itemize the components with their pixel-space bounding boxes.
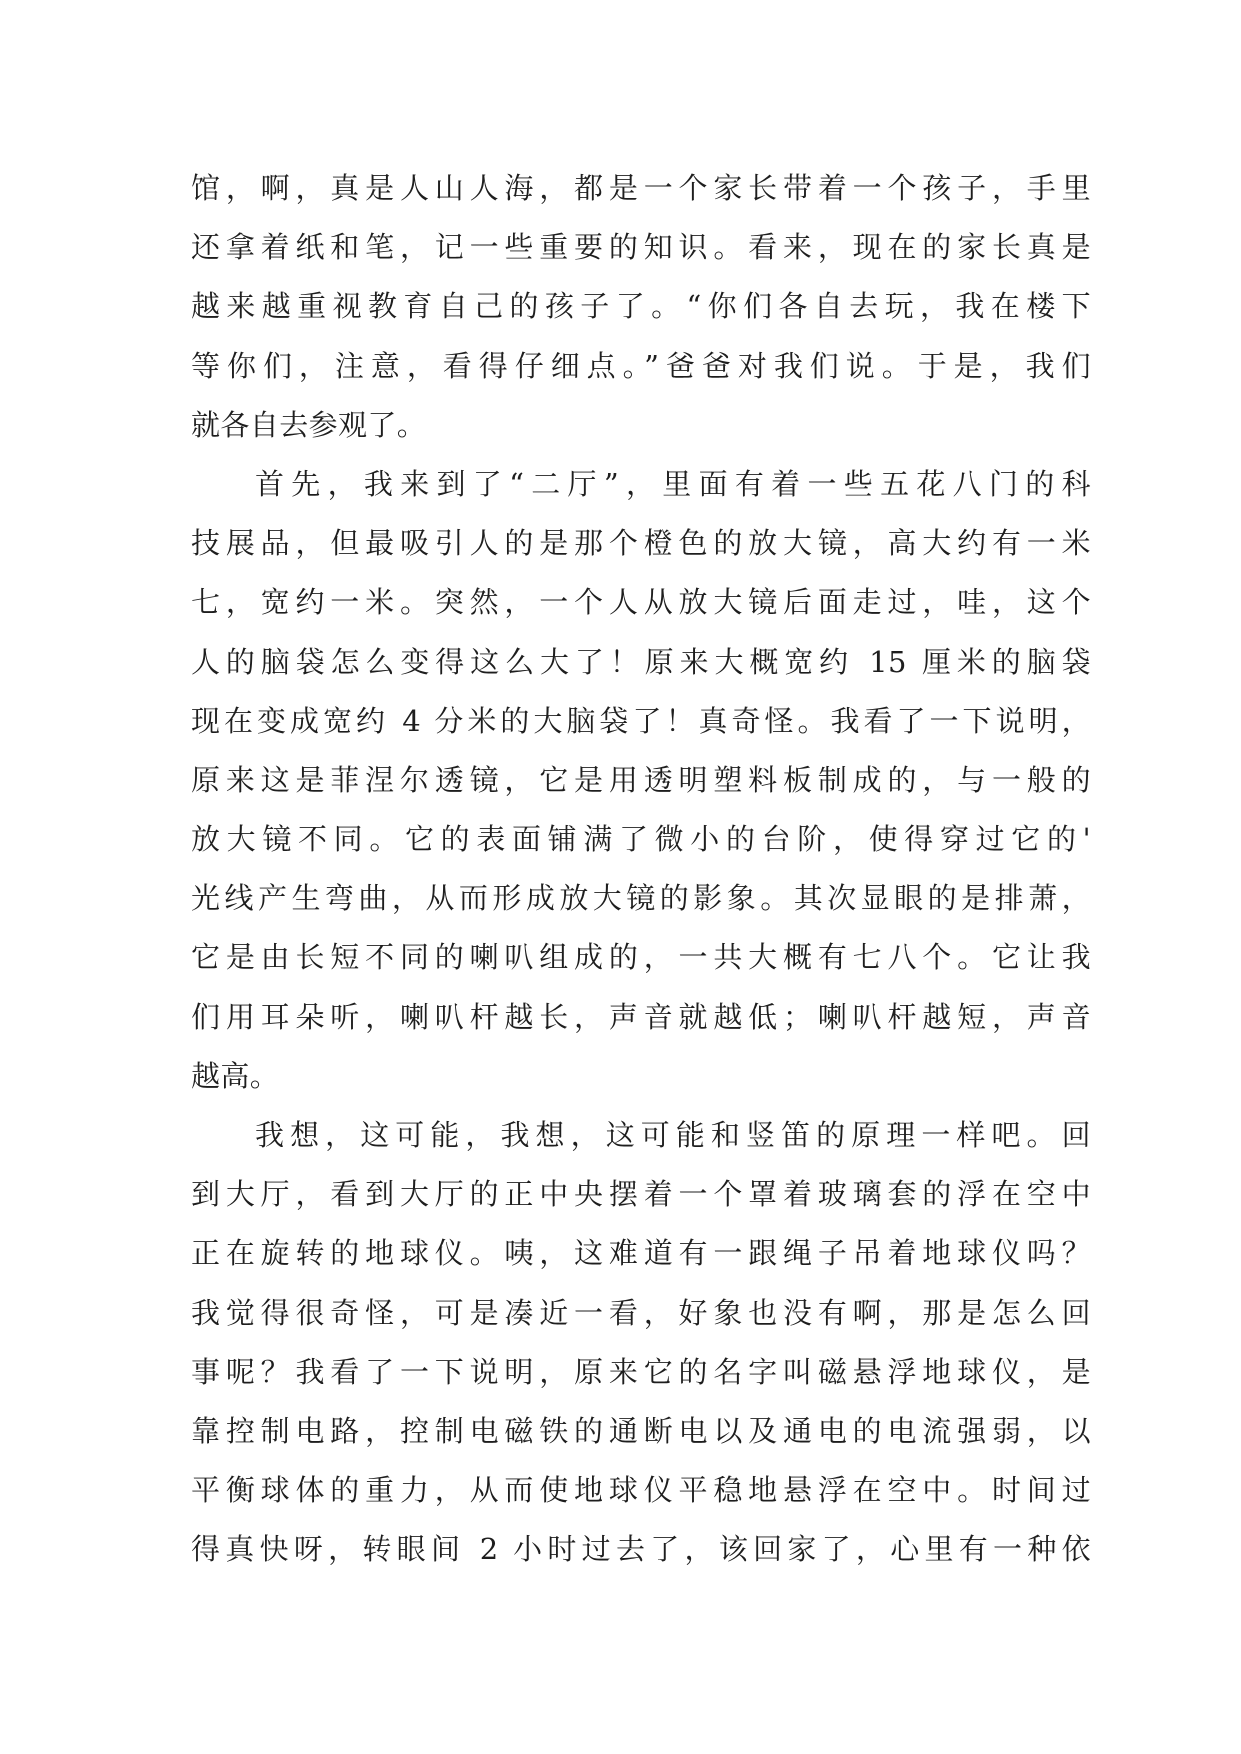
text-line: 原来这是菲涅尔透镜，它是用透明塑料板制成的，与一般的 <box>191 762 1091 797</box>
text-line: 七，宽约一米。突然，一个人从放大镜后面走过，哇，这个 <box>191 585 1091 620</box>
text-line: 就各自去参观了。 <box>191 407 427 442</box>
text-line: 现在变成宽约 4 分米的大脑袋了！真奇怪。我看了一下说明， <box>191 703 1091 738</box>
text-line: 正在旋转的地球仪。咦，这难道有一跟绳子吊着地球仪吗？ <box>191 1236 1091 1271</box>
text-line: 人的脑袋怎么变得这么大了！原来大概宽约 15 厘米的脑袋 <box>191 644 1091 679</box>
text-line: 还拿着纸和笔，记一些重要的知识。看来，现在的家长真是 <box>191 230 1091 265</box>
text-line: 越高。 <box>191 1058 280 1093</box>
text-line: 得真快呀，转眼间 2 小时过去了，该回家了，心里有一种依 <box>191 1532 1091 1567</box>
text-line: 放大镜不同。它的表面铺满了微小的台阶，使得穿过它的' <box>191 822 1091 857</box>
text-line: 我觉得很奇怪，可是凑近一看，好象也没有啊，那是怎么回 <box>191 1295 1091 1330</box>
text-line: 技展品，但最吸引人的是那个橙色的放大镜，高大约有一米 <box>191 526 1091 561</box>
text-line: 光线产生弯曲，从而形成放大镜的影象。其次显眼的是排萧， <box>191 881 1091 916</box>
text-line: 们用耳朵听，喇叭杆越长，声音就越低；喇叭杆越短，声音 <box>191 999 1091 1034</box>
text-line: 事呢？我看了一下说明，原来它的名字叫磁悬浮地球仪，是 <box>191 1354 1091 1389</box>
paragraph-first-line: 我想，这可能，我想，这可能和竖笛的原理一样吧。回 <box>255 1118 1091 1152</box>
paragraph-first-line: 首先，我来到了“二厅”，里面有着一些五花八门的科 <box>255 466 1091 501</box>
text-line: 到大厅，看到大厅的正中央摆着一个罩着玻璃套的浮在空中 <box>191 1177 1091 1212</box>
text-line: 它是由长短不同的喇叭组成的，一共大概有七八个。它让我 <box>191 940 1091 975</box>
body-text <box>191 159 1091 1580</box>
text-line: 越来越重视教育自己的孩子了。“你们各自去玩，我在楼下 <box>191 289 1091 324</box>
text-line: 平衡球体的重力，从而使地球仪平稳地悬浮在空中。时间过 <box>191 1473 1091 1508</box>
text-line: 等你们，注意，看得仔细点。”爸爸对我们说。于是，我们 <box>191 348 1091 383</box>
text-line: 靠控制电路，控制电磁铁的通断电以及通电的电流强弱，以 <box>191 1413 1091 1448</box>
text-line: 馆，啊，真是人山人海，都是一个家长带着一个孩子，手里 <box>191 171 1091 205</box>
